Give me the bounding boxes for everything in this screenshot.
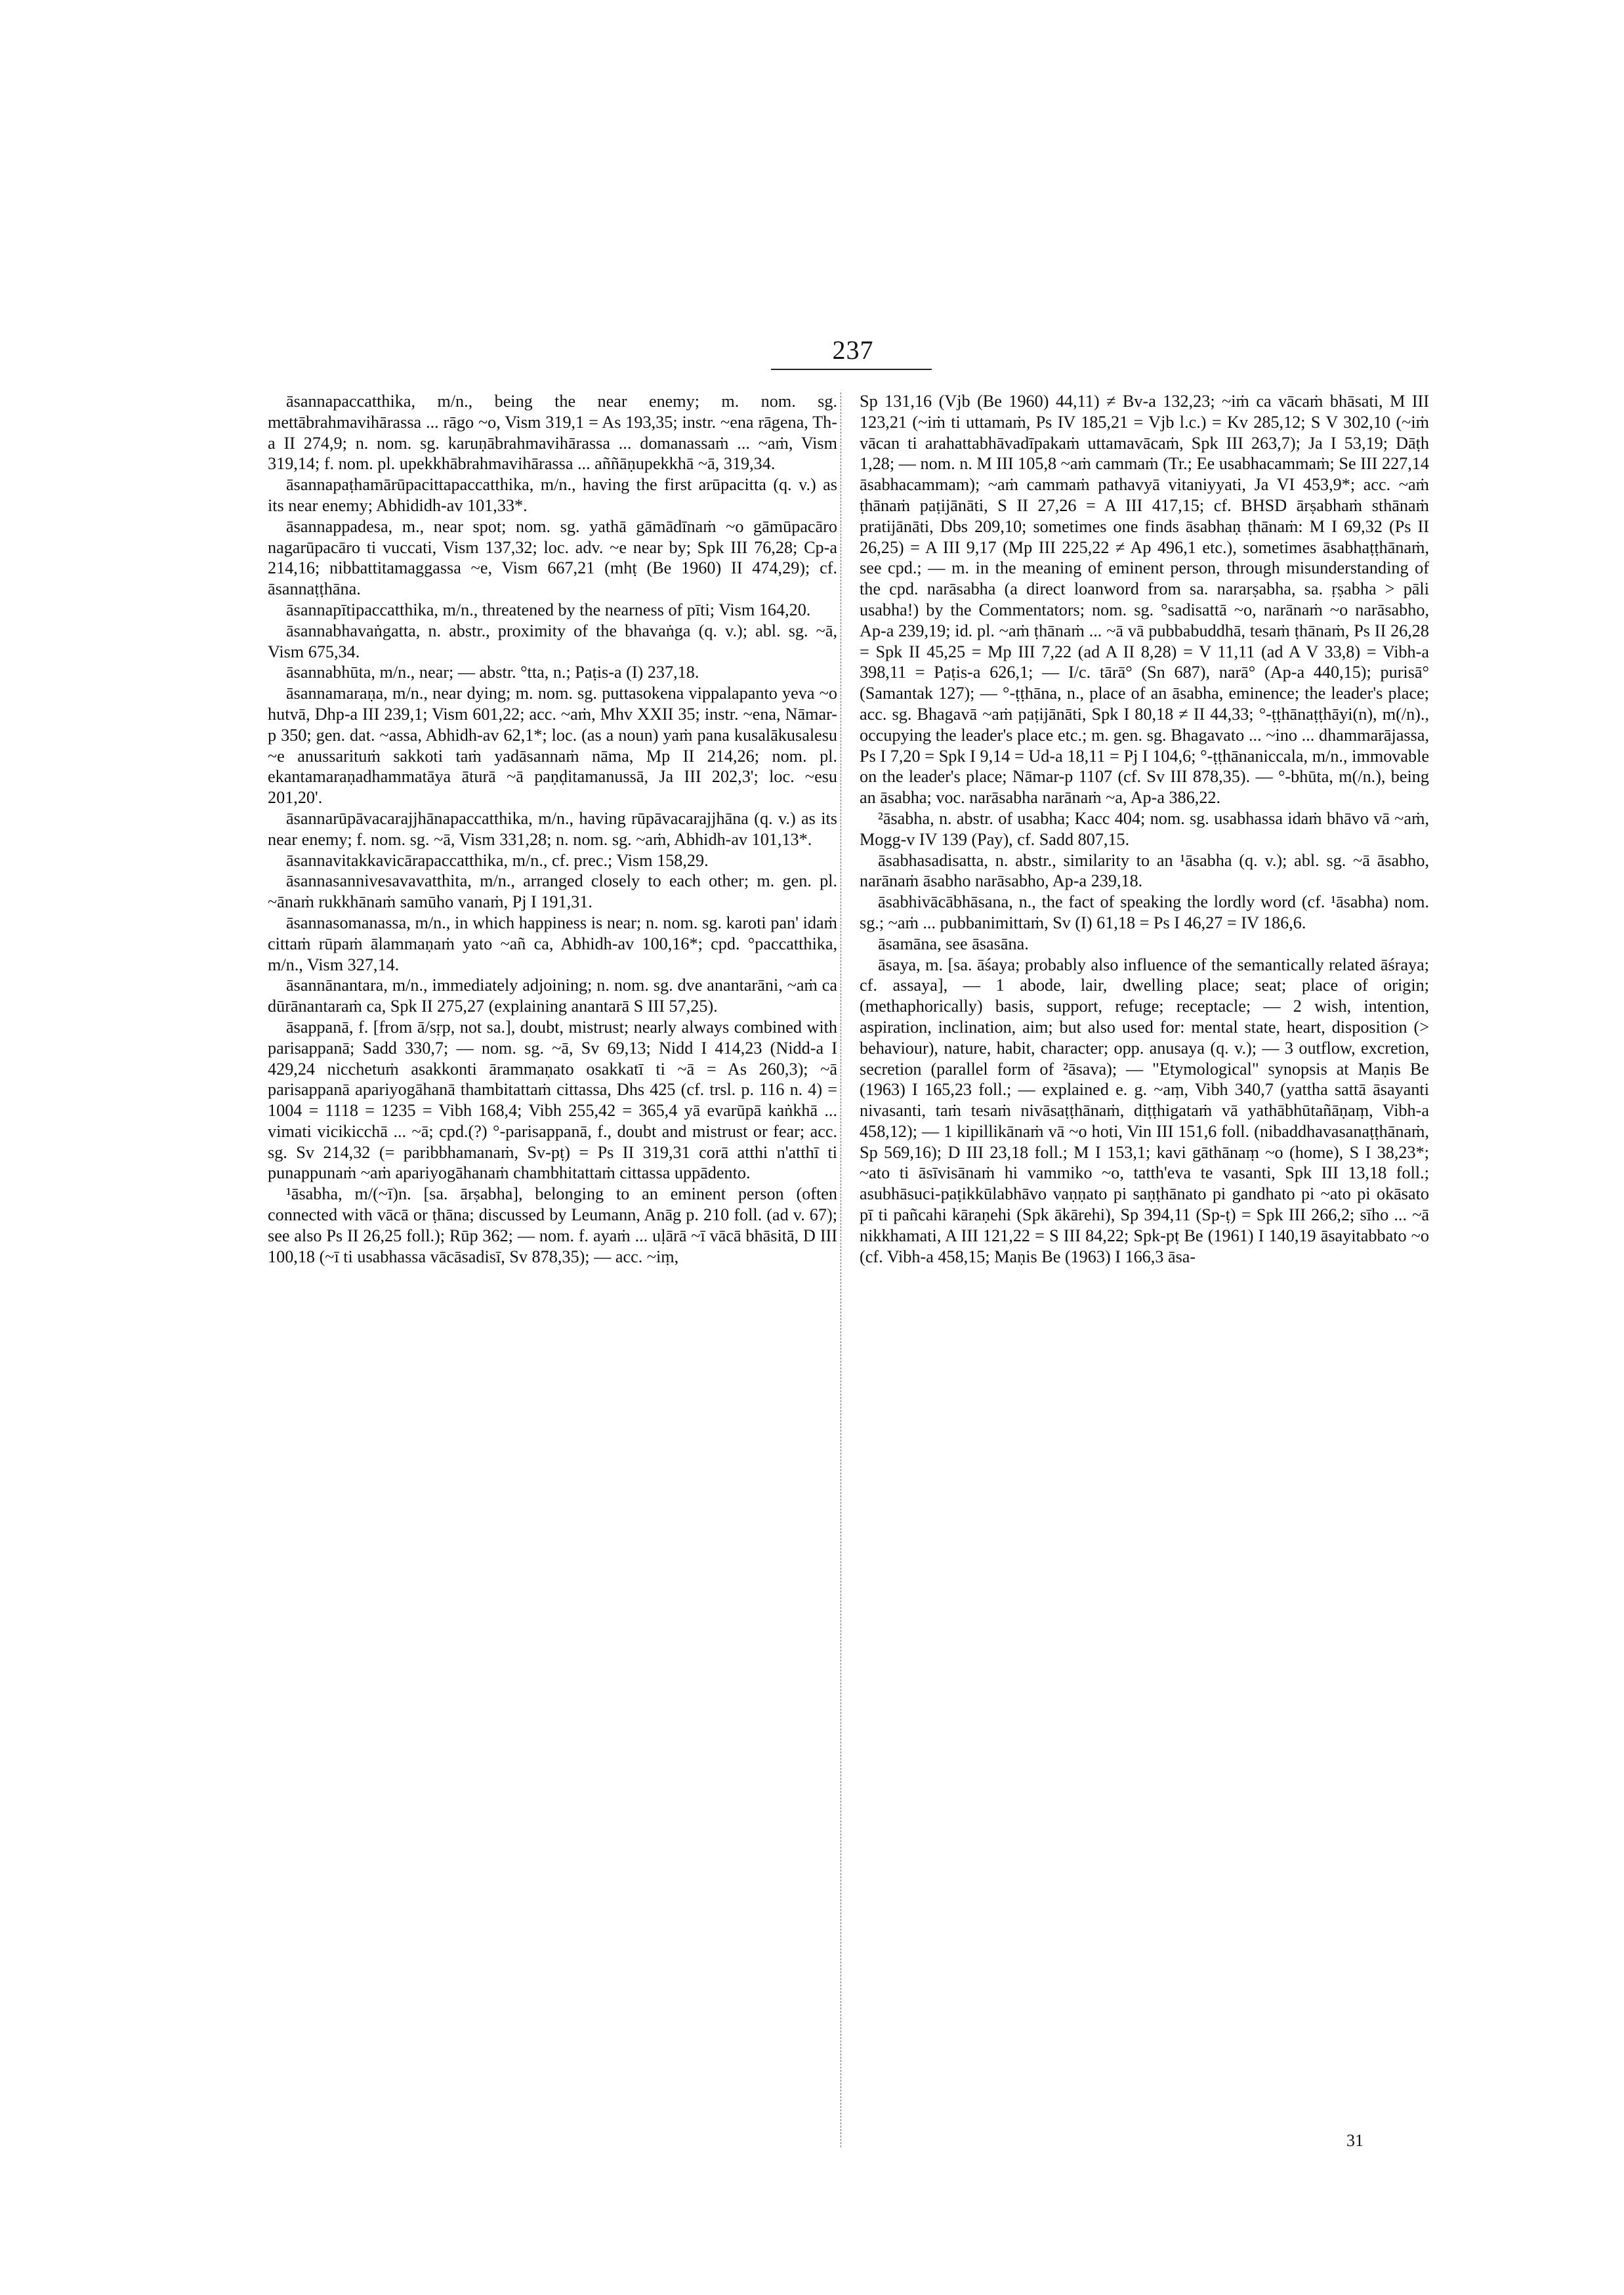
dictionary-entry: āsannabhavaṅgatta, n. abstr., proximity of the bhavaṅga (q. v.); abl. sg. ~ā, Vism 675,34. (268, 621, 837, 661)
page-number: 237 (832, 335, 874, 365)
dictionary-entry: āsaya, m. [sa. āśaya; probably also influence of the semantically related āśraya; cf. assaya], — 1 abode, lair, dwelling place; seat; place of origin; (methaphorically) basis, support, refuge; receptacle; — 2 wish, intention, aspiration, inclination, aim; but also used for: mental state, heart, disposition (> behaviour), nature, habit, character; opp. anusaya (q. v.); — 3 outflow, excretion, secretion (parallel form of ²āsava); — "Etymological" synopsis at Maṇis Be (1963) I 165,23 foll.; — explained e. g. ~aṃ, Vibh 340,7 (yattha sattā āsayanti nivasanti, taṁ tesaṁ nivāsaṭṭhānaṁ, diṭṭhigataṁ vā yathābhūtañāṇaṃ, Vibh-a 458,12); — 1 kipillikānaṁ vā ~o hoti, Vin III 151,6 foll. (nibaddhavasanaṭṭhānaṁ, Sp 569,16); D III 23,18 foll.; M I 153,1; kavi gāthānaṃ ~o (home), S I 38,23*; ~ato ti āsīvisānaṁ hi vammiko ~o, tatth'eva te vasanti, Spk III 13,18 foll.; asubhāsuci-paṭikkūlabhāvo vaṇṇato pi saṇṭhānato pi gandhato pi ~ato pi okāsato pī ti pañcahi kāraṇehi (Spk ākārehi), Sp 394,11 (Sp-ṭ) = Spk III 266,2; sīho ... ~ā nikkhamati, A III 121,22 = S III 84,22; Spk-pṭ Be (1961) I 140,19 āsayitabbato ~o (cf. Vibh-a 458,15; Maṇis Be (1963) I 166,3 āsa- (860, 955, 1429, 1266)
dictionary-entry: āsannapaṭhamārūpacittapaccatthika, m/n., having the first arūpacitta (q. v.) as its near enemy; Abhididh-av 101,33*. (268, 475, 837, 515)
dictionary-entry: āsabhivācābhāsana, n., the fact of speaking the lordly word (cf. ¹āsabha) nom. sg.; ~aṁ ... pubbanimittaṁ, Sv (I) 61,18 = Ps I 46,27 = IV 186,6. (860, 892, 1429, 932)
dictionary-entry: ¹āsabha, m/(~ī)n. [sa. ārṣabha], belonging to an eminent person (often connected with vācā or ṭhāna; discussed by Leumann, Anāg p. 210 foll. (ad v. 67); see also Ps II 26,25 foll.); Rūp 362; — nom. f. ayaṁ ... uḷārā ~ī vācā bhāsitā, D III 100,18 (~ī ti usabhassa vācāsadisī, Sv 878,35); — acc. ~iṃ, (268, 1184, 837, 1266)
page-number-rule (771, 369, 932, 370)
dictionary-entry: āsannabhūta, m/n., near; — abstr. °tta, n.; Paṭis-a (I) 237,18. (286, 663, 699, 682)
dictionary-entry: āsannapītipaccatthika, m/n., threatened by the nearness of pīti; Vism 164,20. (286, 600, 811, 619)
signature-mark: 31 (1346, 2131, 1364, 2150)
dictionary-entry: āsamāna, see āsasāna. (878, 934, 1029, 953)
dictionary-entry: āsannapaccatthika, m/n., being the near enemy; m. nom. sg. mettābrahmavihārassa ... rāgo ~o, Vism 319,1 = As 193,35; instr. ~ena rāgena, Th-a II 274,9; n. nom. sg. karuṇābrahmavihārassa ... domanassaṁ ... ~aṁ, Vism 319,14; f. nom. pl. upekkhābrahmavihārassa ... aññāṇupekkhā ~ā, 319,34. (268, 392, 837, 474)
right-column (860, 391, 1429, 1267)
dictionary-entry: āsannavitakkavicārapaccatthika, m/n., cf. prec.; Vism 158,29. (286, 850, 709, 870)
dictionary-entry: āsannamaraṇa, m/n., near dying; m. nom. sg. puttasokena vippalapanto yeva ~o hutvā, Dhp-a III 239,1; Vism 601,22; acc. ~aṁ, Mhv XXII 35; instr. ~ena, Nāmar-p 350; gen. dat. ~assa, Abhidh-av 62,1*; loc. (as a noun) yaṁ pana kusalākusalesu ~e anussarituṁ sakkoti taṁ yadāsannaṁ nāma, Mp II 214,26; nom. pl. ekantamaraṇadhammatāya āturā ~ā paṇḍitamanussā, Ja III 202,3'; loc. ~esu 201,20'. (268, 684, 837, 808)
dictionary-entry: āsabhasadisatta, n. abstr., similarity to an ¹āsabha (q. v.); abl. sg. ~ā āsabho, narānaṁ āsabho narāsabho, Ap-a 239,18. (860, 850, 1429, 891)
dictionary-entry: āsappanā, f. [from ā/sṛp, not sa.], doubt, mistrust; nearly always combined with parisappanā; Sadd 330,7; — nom. sg. ~ā, Sv 69,13; Nidd I 414,23 (Nidd-a I 429,24 nicchetuṁ asakkonti ārammaṇato osakkatī ti ~ā = As 260,3); ~ā parisappanā apariyogāhanā thambitattaṁ cittassa, Dhs 425 (cf. trsl. p. 116 n. 4) = 1004 = 1118 = 1235 = Vibh 168,4; Vibh 255,42 = 365,4 yā evarūpā kaṅkhā ... vimati vicikicchā ... ~ā; cpd.(?) °-parisappanā, f., doubt and mistrust or fear; acc. sg. Sv 214,32 (= paribbhamanaṁ, Sv-pṭ) = Ps II 319,31 corā atthi n'atthī ti punappunaṁ ~aṁ apariyogāhanaṁ chambhitattaṁ cittassa uppādento. (268, 1017, 837, 1183)
dictionary-entry: āsannappadesa, m., near spot; nom. sg. yathā gāmādīnaṁ ~o gāmūpacāro nagarūpacāro ti vuccati, Vism 137,32; loc. adv. ~e near by; Spk III 76,28; Cp-a 214,16; nibbattitamaggassa ~e, Vism 667,21 (mhṭ (Be 1960) II 474,29); cf. āsannaṭṭhāna. (268, 516, 837, 599)
dictionary-entry: ²āsabha, n. abstr. of usabha; Kacc 404; nom. sg. usabhassa idaṁ bhāvo vā ~aṁ, Mogg-v IV 139 (Pay), cf. Sadd 807,15. (860, 808, 1429, 849)
dictionary-entry: āsannasannivesavavatthita, m/n., arranged closely to each other; m. gen. pl. ~ānaṁ rukkhānaṁ samūho vanaṁ, Pj I 191,31. (268, 871, 837, 912)
dictionary-entry: āsannānantara, m/n., immediately adjoining; n. nom. sg. dve anantarāni, ~aṁ ca dūrānantaraṁ ca, Spk II 275,27 (explaining anantarā S III 57,25). (268, 976, 837, 1016)
dictionary-entry: āsannasomanassa, m/n., in which happiness is near; n. nom. sg. karoti pan' idaṁ cittaṁ rūpaṁ ālammaṇaṁ yato ~añ ca, Abhidh-av 100,16*; cpd. °paccatthika, m/n., Vism 327,14. (268, 913, 837, 974)
dictionary-entry: āsannarūpāvacarajjhānapaccatthika, m/n., having rūpāvacarajjhāna (q. v.) as its near enemy; f. nom. sg. ~ā, Vism 331,28; n. nom. sg. ~aṁ, Abhidh-av 101,13*. (268, 808, 837, 849)
left-column (268, 391, 837, 1267)
dictionary-entry-continued: Sp 131,16 (Vjb (Be 1960) 44,11) ≠ Bv-a 132,23; ~iṁ ca vācaṁ bhāsati, M III 123,21 (~iṁ ti uttamaṁ, Ps IV 185,21 = Vjb l.c.) = Kv 285,12; S V 302,10 (~iṁ vācan ti arahattabhāvadīpakaṁ uttamavācaṁ, Spk III 263,7); Ja I 53,19; Dāṭh 1,28; — nom. n. M III 105,8 ~aṁ cammaṁ (Tr.; Ee usabhacammaṁ; Se III 227,14 āsabhacammam); ~aṁ cammaṁ pathavyā vitaniyyati, Ja VI 453,9*; acc. ~aṁ ṭhānaṁ paṭijānāti, S II 27,26 = A III 417,15; cf. BHSD ārṣabhaṁ sthānaṁ pratijānāti, Dbs 209,10; sometimes one finds āsabhaṇ ṭhānaṁ: M I 69,32 (Ps II 26,25) = A III 9,17 (Mp III 225,22 ≠ Ap 496,1 etc.), sometimes āsabhaṭṭhānaṁ, see cpd.; — m. in the meaning of eminent person, through misunderstanding of the cpd. narāsabha (a direct loanword from sa. nararṣabha, sa. ṛṣabha > pāli usabha!) by the Commentators; nom. sg. °sadisattā ~o, narānaṁ ~o narāsabho, Ap-a 239,19; id. pl. ~aṁ ṭhānaṁ ... ~ā vā pubbabuddhā, tesaṁ ṭhānaṁ, Ps II 26,28 = Spk II 45,25 = Mp III 7,22 (ad A II 8,28) = V 11,11 (ad A V 33,8) = Vibh-a 398,11 = Paṭis-a 626,1; — I/c. tārā° (Sn 687), narā° (Ap-a 440,15); purisā° (Samantak 127); — °-ṭṭhāna, n., place of an āsabha, eminence; the leader's place; acc. sg. Bhagavā ~aṁ paṭijānāti, Spk I 80,18 ≠ II 44,33; °-ṭṭhānaṭṭhāyi(n), m(/n)., occupying the leader's place etc.; m. gen. sg. Bhagavato ... ~ino ... dhammarājassa, Ps I 7,20 = Spk I 9,14 = Ud-a 18,11 = Pj I 104,6; °-ṭṭhānaniccala, m/n., immovable on the leader's place; Nāmar-p 1107 (cf. Sv III 878,35). — °-bhūta, m(/n.), being an āsabha; voc. narāsabha narānaṁ ~a, Ap-a 386,22. (860, 392, 1429, 808)
